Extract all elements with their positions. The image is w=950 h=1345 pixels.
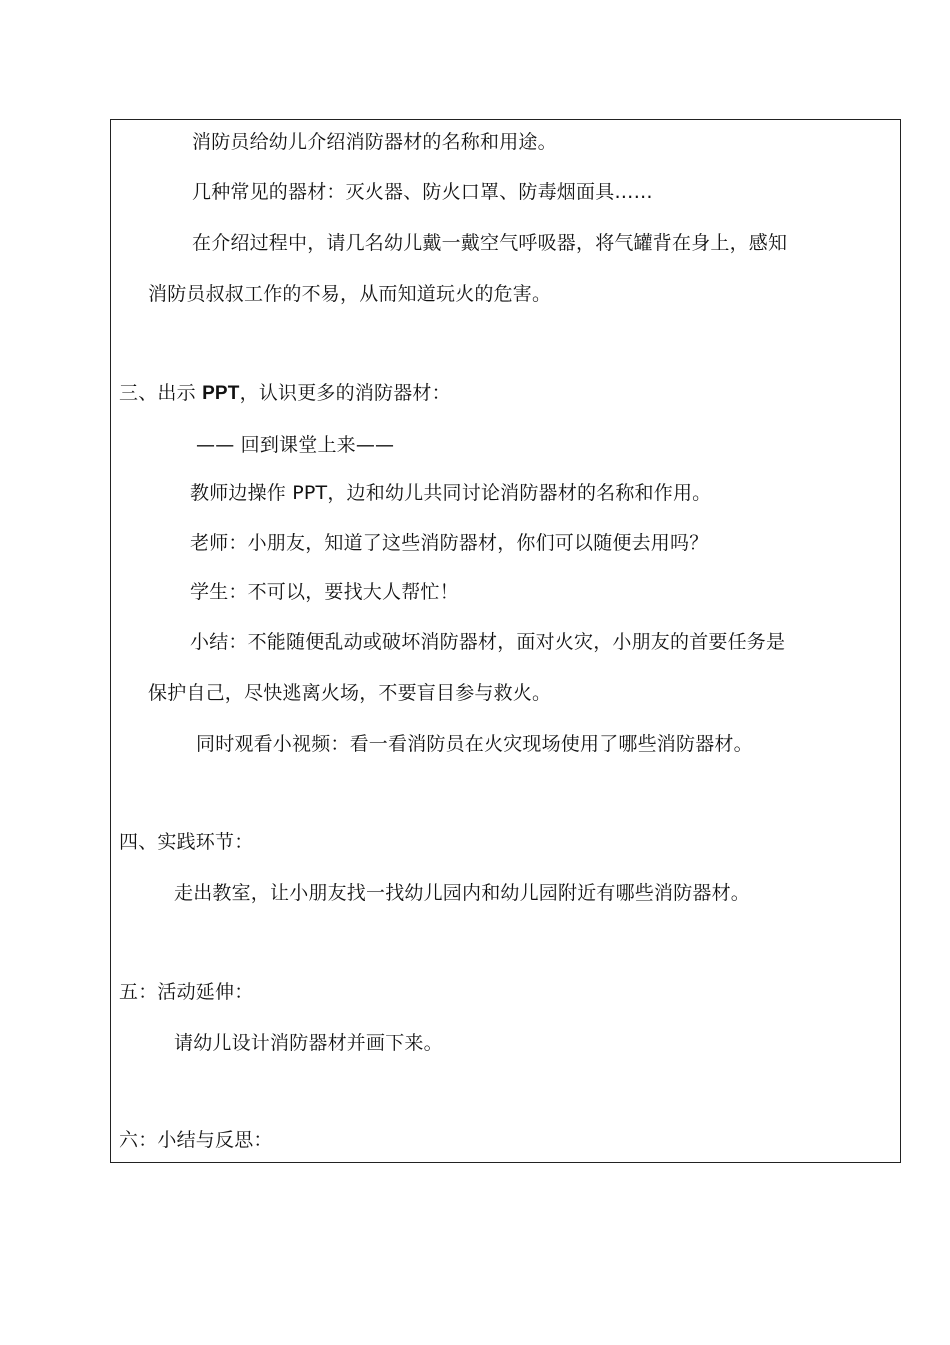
- paragraph-intro-4: 消防员叔叔工作的不易，从而知道玩火的危害。: [148, 283, 552, 305]
- section-5-heading: 五：活动延伸：: [119, 981, 254, 1003]
- section-3-line-5: 小结：不能随便乱动或破坏消防器材，面对火灾，小朋友的首要任务是: [190, 631, 786, 653]
- section-3-prefix: 三、出示: [119, 382, 196, 404]
- section-3-line-2: 教师边操作 PPT，边和幼儿共同讨论消防器材的名称和作用。: [190, 482, 712, 504]
- paragraph-intro-2: 几种常见的器材：灭火器、防火口罩、防毒烟面具……: [192, 181, 653, 203]
- section-4-text: 走出教室，让小朋友找一找幼儿园内和幼儿园附近有哪些消防器材。: [174, 882, 751, 904]
- section-4-heading: 四、实践环节：: [119, 831, 254, 853]
- section-5-text: 请幼儿设计消防器材并画下来。: [174, 1032, 443, 1054]
- paragraph-intro-3: 在介绍过程中，请几名幼儿戴一戴空气呼吸器，将气罐背在身上，感知: [192, 232, 788, 254]
- paragraph-intro-1: 消防员给幼儿介绍消防器材的名称和用途。: [192, 131, 557, 153]
- section-3-suffix: ，认识更多的消防器材：: [239, 382, 451, 404]
- section-3-ppt: PPT: [202, 383, 240, 404]
- section-6-heading: 六：小结与反思：: [119, 1129, 273, 1151]
- section-3-line-3: 老师：小朋友，知道了这些消防器材，你们可以随便去用吗？: [190, 532, 709, 554]
- section-3-line-7: 同时观看小视频：看一看消防员在火灾现场使用了哪些消防器材。: [196, 733, 753, 755]
- section-3-line-6: 保护自己，尽快逃离火场，不要盲目参与救火。: [148, 682, 552, 704]
- section-3-line-1: —— 回到课堂上来——: [196, 434, 395, 456]
- section-3-heading: [119, 381, 451, 406]
- section-3-line-4: 学生：不可以，要找大人帮忙！: [190, 581, 459, 603]
